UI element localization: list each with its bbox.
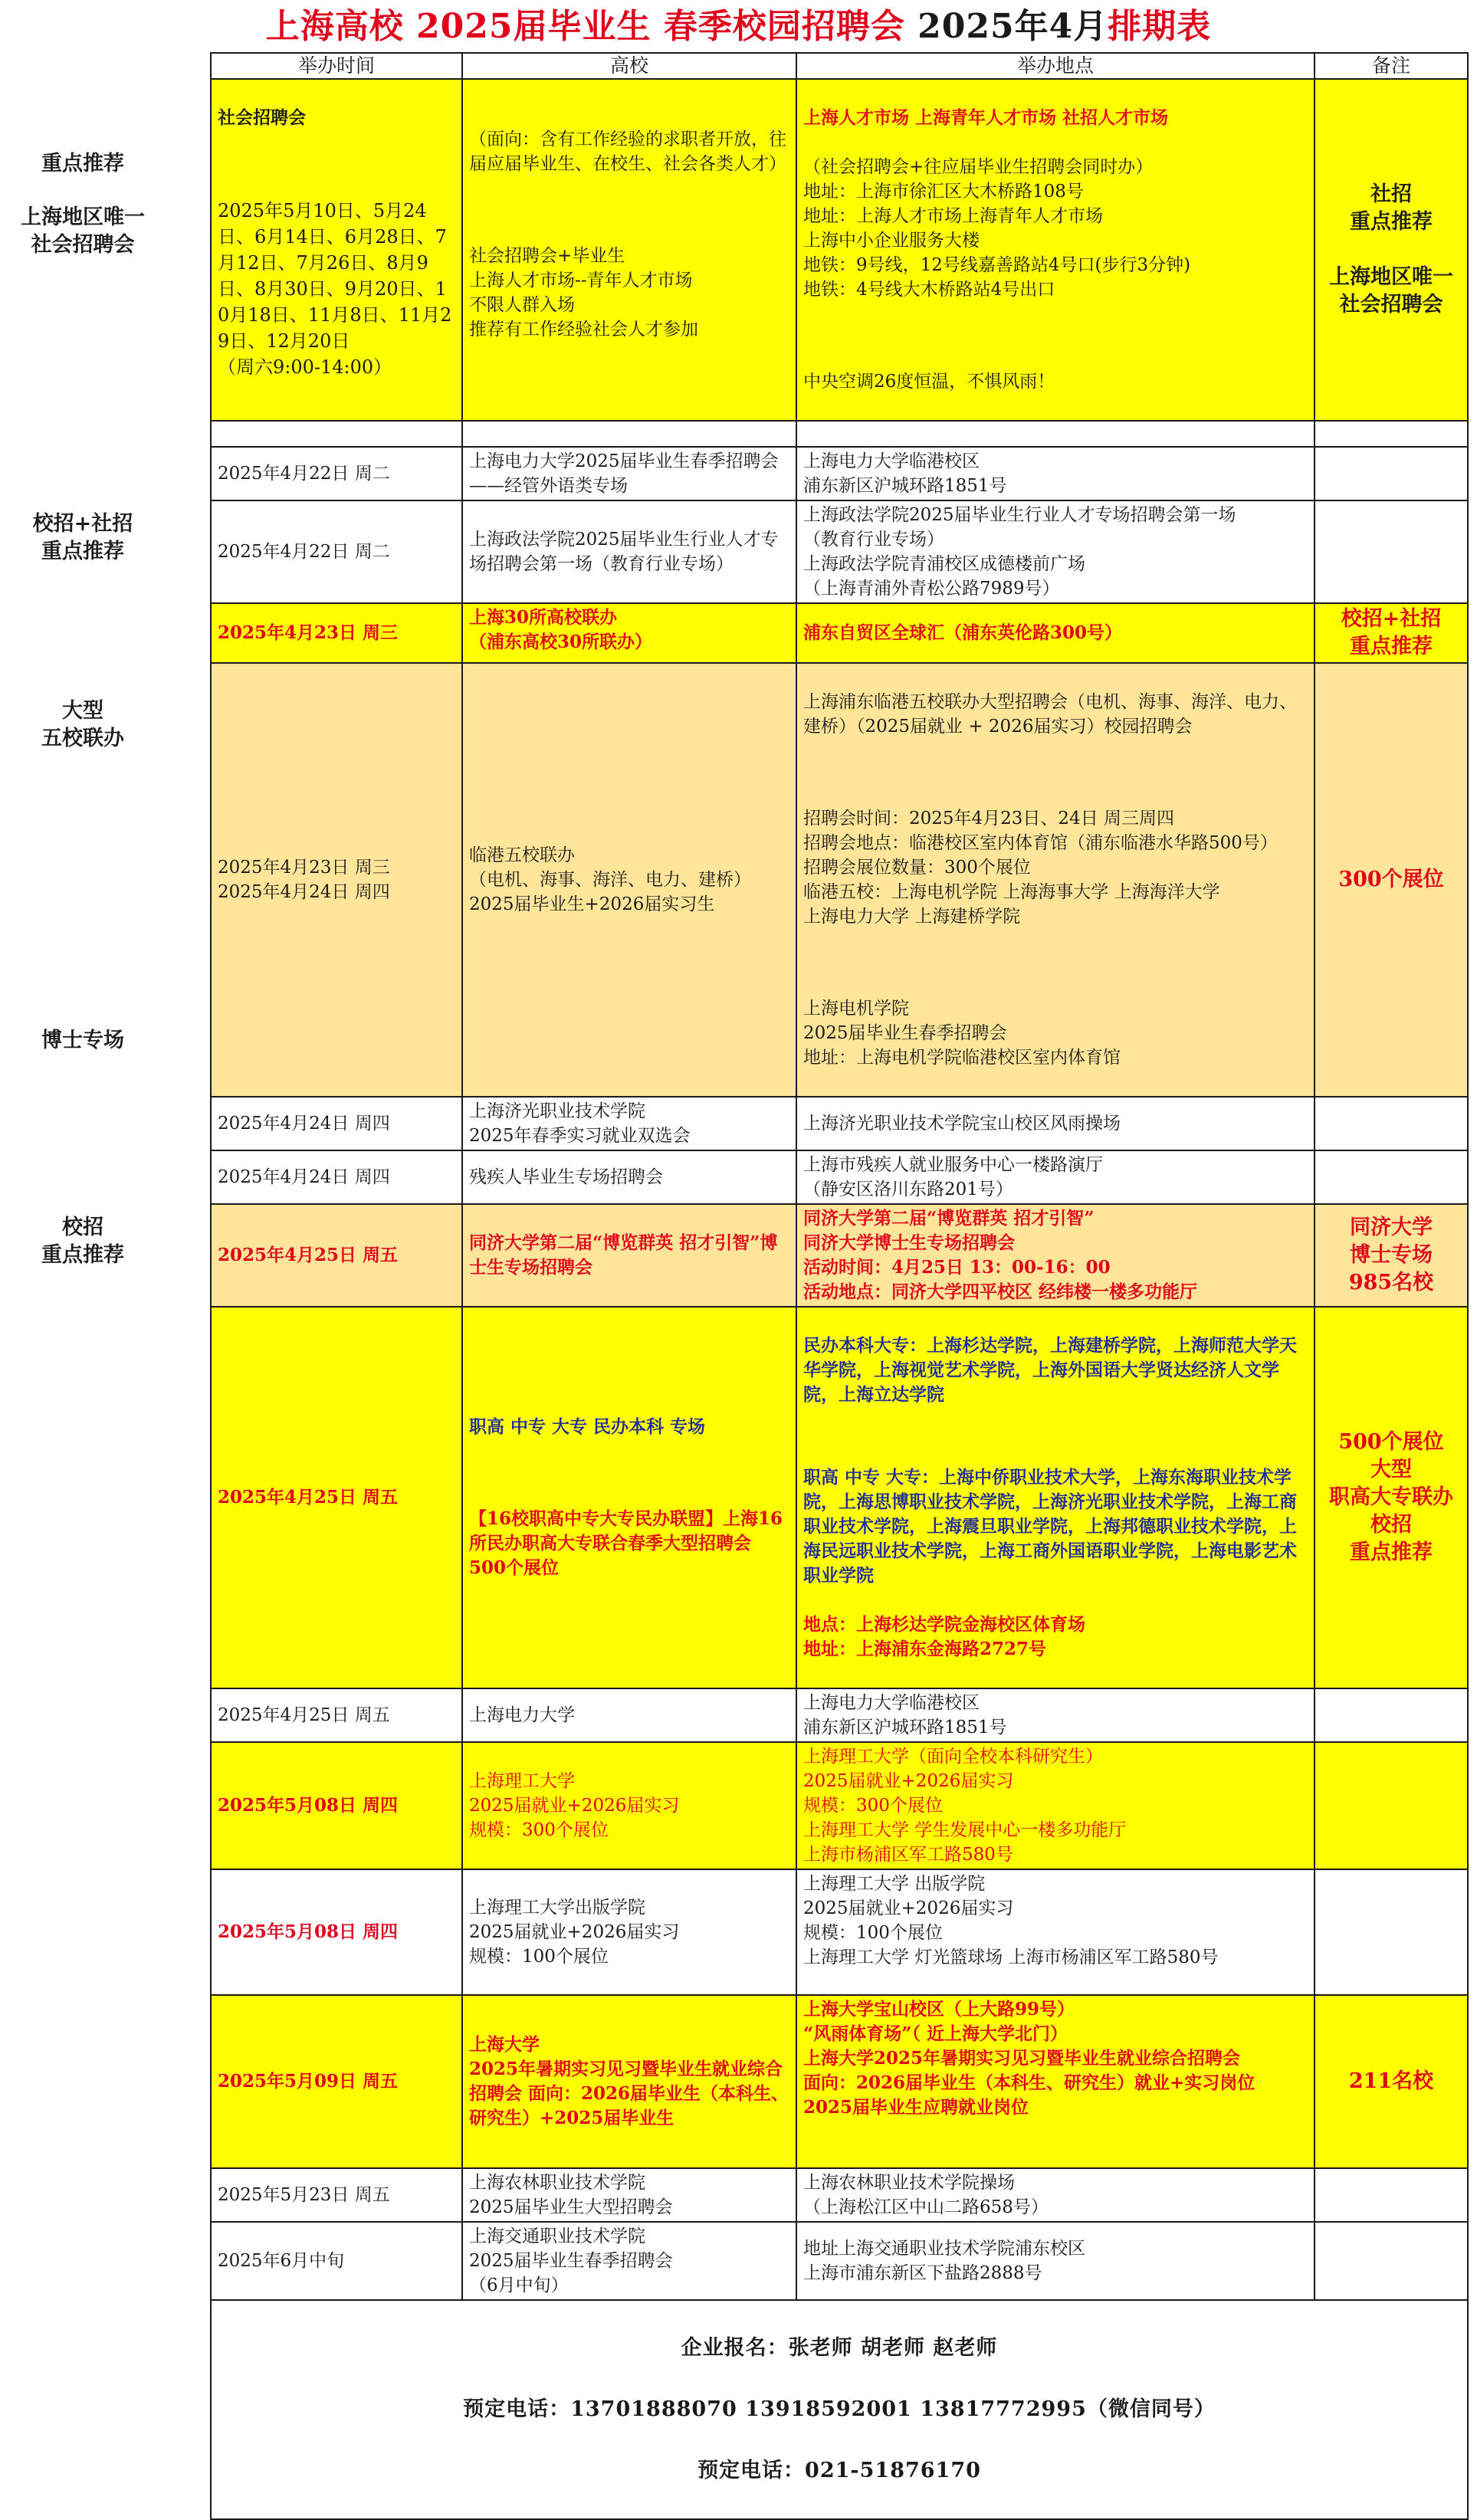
time-cell bbox=[211, 79, 462, 421]
contact-phones: 预定电话：13701888070 13918592001 13817772995（微信同号） bbox=[463, 2397, 1216, 2421]
remark-cell bbox=[1315, 2168, 1468, 2222]
location-cell: 上海电力大学临港校区 浦东新区沪城环路1851号 bbox=[796, 1688, 1315, 1742]
remark-cell: 211名校 bbox=[1315, 1995, 1468, 2168]
contact-block bbox=[211, 2300, 1468, 2519]
school-desc: 社会招聘会+毕业生 上海人才市场--青年人才市场 不限人群入场 推荐有工作经验社会人才参加 bbox=[469, 246, 698, 340]
title-part1: 上海高校 2025届毕业生 春季校园招聘会 bbox=[265, 7, 918, 46]
side-label-campus: 校招 重点推荐 bbox=[41, 1216, 124, 1267]
time-cell: 2025年5月23日 周五 bbox=[211, 2168, 462, 2222]
page-title bbox=[0, 3, 1477, 51]
remark-cell bbox=[1315, 1742, 1468, 1869]
header-time: 举办时间 bbox=[211, 53, 462, 79]
remark-cell: 300个展位 bbox=[1315, 663, 1468, 1097]
title-part3: 排期表 bbox=[1108, 7, 1212, 46]
location-note: 中央空调26度恒温，不惧风雨！ bbox=[803, 372, 1055, 392]
time-cell: 2025年5月08日 周四 bbox=[211, 1742, 462, 1869]
school-cell bbox=[462, 1307, 796, 1688]
title-part2: 2025年4月 bbox=[917, 7, 1108, 46]
school-cell: 上海大学 2025年暑期实习见习暨毕业生就业综合招聘会 面向：2026届毕业生（本科生、研究生）+2025届毕业生 bbox=[462, 1995, 796, 2168]
location-cell: 上海电力大学临港校区 浦东新区沪城环路1851号 bbox=[796, 447, 1315, 500]
table-row bbox=[211, 447, 1468, 500]
time-cell: 2025年4月25日 周五 bbox=[211, 1204, 462, 1307]
time-title: 社会招聘会 bbox=[218, 107, 306, 128]
location-cell: 上海市残疾人就业服务中心一楼路演厅 （静安区洛川东路201号） bbox=[796, 1150, 1315, 1204]
location-cell: 上海理工大学（面向全校本科研究生） 2025届就业+2026届实习 规模：300个展位 上海理工大学 学生发展中心一楼多功能厅 上海市杨浦区军工路580号 bbox=[796, 1742, 1315, 1869]
time-cell: 2025年4月24日 周四 bbox=[211, 1097, 462, 1150]
school-cell: 上海电力大学2025届毕业生春季招聘会——经管外语类专场 bbox=[462, 447, 796, 500]
table-row bbox=[211, 603, 1468, 663]
table-row bbox=[211, 1307, 1468, 1688]
school-title: 职高 中专 大专 民办本科 专场 bbox=[469, 1416, 706, 1437]
location-title: 上海人才市场 上海青年人才市场 社招人才市场 bbox=[803, 107, 1169, 128]
table-row bbox=[211, 663, 1468, 1097]
table-row bbox=[211, 1995, 1468, 2168]
location-cell: 上海农林职业技术学院操场 （上海松江区中山二路658号） bbox=[796, 2168, 1315, 2222]
side-labels bbox=[0, 0, 210, 2102]
location-cell bbox=[796, 79, 1315, 421]
school-cell: 上海农林职业技术学院 2025届毕业生大型招聘会 bbox=[462, 2168, 796, 2222]
school-cell: 残疾人毕业生专场招聘会 bbox=[462, 1150, 796, 1204]
remark-cell bbox=[1315, 500, 1468, 603]
location-address: 地点：上海杉达学院金海校区体育场 地址：上海浦东金海路2727号 bbox=[803, 1614, 1085, 1659]
time-cell: 2025年4月24日 周四 bbox=[211, 1150, 462, 1204]
time-cell: 2025年5月08日 周四 bbox=[211, 1869, 462, 1995]
time-cell: 2025年4月22日 周二 bbox=[211, 500, 462, 603]
remark-cell: 同济大学 博士专场 985名校 bbox=[1315, 1204, 1468, 1307]
location-title: 上海浦东临港五校联办大型招聘会（电机、海事、海洋、电力、建桥）（2025届就业 + 2026届实习）校园招聘会 bbox=[803, 692, 1297, 737]
location-cell: 同济大学第二届“博览群英 招才引智” 同济大学博士生专场招聘会 活动时间：4月25日 13：00-16：00 活动地点：同济大学四平校区 经纬楼一楼多功能厅 bbox=[796, 1204, 1315, 1307]
school-cell: 上海交通职业技术学院 2025届毕业生春季招聘会 （6月中旬） bbox=[462, 2222, 796, 2300]
table-row bbox=[211, 1869, 1468, 1995]
table-row bbox=[211, 1204, 1468, 1307]
time-cell: 2025年4月23日 周三 2025年4月24日 周四 bbox=[211, 663, 462, 1097]
remark-cell bbox=[1315, 447, 1468, 500]
school-cell: 临港五校联办 （电机、海事、海洋、电力、建桥） 2025届毕业生+2026届实习生 bbox=[462, 663, 796, 1097]
time-cell: 2025年6月中旬 bbox=[211, 2222, 462, 2300]
time-dates: 2025年5月10日、5月24日、6月14日、6月28日、7月12日、7月26日、8月9日、8月30日、9月20日、10月18日、11月8日、11月29日、12月20日 （周六9:00-14:00） bbox=[218, 200, 452, 378]
remark-cell: 500个展位 大型 职高大专联办 校招 重点推荐 bbox=[1315, 1307, 1468, 1688]
location-cell: 上海政法学院2025届毕业生行业人才专场招聘会第一场 （教育行业专场） 上海政法学院青浦校区成德楼前广场 （上海青浦外青松公路7989号） bbox=[796, 500, 1315, 603]
location-detail: 招聘会时间：2025年4月23日、24日 周三周四 招聘会地点：临港校区室内体育馆（浦东临港水华路500号） 招聘会展位数量：300个展位 临港五校：上海电机学院 上海海事大学 上海海洋大学 上海电力大学 上海建桥学院 bbox=[803, 809, 1278, 927]
school-cell bbox=[462, 79, 796, 421]
table-row bbox=[211, 79, 1468, 421]
location-cell: 上海济光职业技术学院宝山校区风雨操场 bbox=[796, 1097, 1315, 1150]
table-row bbox=[211, 1688, 1468, 1742]
header-remark: 备注 bbox=[1315, 53, 1468, 79]
location-cell: 上海理工大学 出版学院 2025届就业+2026届实习 规模：100个展位 上海理工大学 灯光篮球场 上海市杨浦区军工路580号 bbox=[796, 1869, 1315, 1995]
table-row bbox=[211, 1097, 1468, 1150]
school-cell: 上海济光职业技术学院 2025年春季实习就业双选会 bbox=[462, 1097, 796, 1150]
location-cell bbox=[796, 1307, 1315, 1688]
school-cell: 上海电力大学 bbox=[462, 1688, 796, 1742]
location-detail: （社会招聘会+往应届毕业生招聘会同时办） 地址：上海市徐汇区大木桥路108号 地址：上海人才市场上海青年人才市场 上海中小企业服务大楼 地铁：9号线，12号线嘉善路站4号口(步行3分钟) 地铁：4号线大木桥路站4号出口 bbox=[803, 157, 1191, 300]
school-desc: 【16校职高中专大专民办联盟】上海16所民办职高大专联合春季大型招聘会 500个展位 bbox=[469, 1508, 783, 1578]
remark-cell bbox=[1315, 1150, 1468, 1204]
remark-cell bbox=[1315, 1688, 1468, 1742]
location-detail: 职高 中专 大专：上海中侨职业技术大学，上海东海职业技术学院，上海思博职业技术学院，上海济光职业技术学院，上海工商职业技术学院，上海震旦职业学院，上海邦德职业技术学院，上海民远职业技术学院，上海工商外国语职业学院，上海电影艺术职业学院 bbox=[803, 1467, 1297, 1586]
table-row bbox=[211, 2222, 1468, 2300]
side-label-five-schools: 大型 五校联办 bbox=[41, 699, 124, 750]
contact-names: 企业报名：张老师 胡老师 赵老师 bbox=[681, 2336, 998, 2360]
time-cell: 2025年4月23日 周三 bbox=[211, 603, 462, 663]
location-cell: 浦东自贸区全球汇（浦东英伦路300号） bbox=[796, 603, 1315, 663]
remark-cell: 社招 重点推荐 上海地区唯一社会招聘会 bbox=[1315, 79, 1468, 421]
remark-cell bbox=[1315, 1097, 1468, 1150]
remark-cell bbox=[1315, 1869, 1468, 1995]
side-label-featured: 重点推荐 bbox=[41, 152, 124, 176]
schedule-table bbox=[210, 52, 1469, 2520]
table-row bbox=[211, 1742, 1468, 1869]
contact-landline: 预定电话：021-51876170 bbox=[697, 2459, 981, 2482]
table-row bbox=[211, 2168, 1468, 2222]
time-cell: 2025年5月09日 周五 bbox=[211, 1995, 462, 2168]
remark-cell: 校招+社招 重点推荐 bbox=[1315, 603, 1468, 663]
school-cell: 上海理工大学 2025届就业+2026届实习 规模：300个展位 bbox=[462, 1742, 796, 1869]
school-cell: 上海理工大学出版学院 2025届就业+2026届实习 规模：100个展位 bbox=[462, 1869, 796, 1995]
time-cell: 2025年4月25日 周五 bbox=[211, 1307, 462, 1688]
spacer-row bbox=[211, 421, 1468, 447]
header-school: 高校 bbox=[462, 53, 796, 79]
time-cell: 2025年4月22日 周二 bbox=[211, 447, 462, 500]
location-cell bbox=[796, 663, 1315, 1097]
remark-cell bbox=[1315, 2222, 1468, 2300]
side-label-social-only: 上海地区唯一 社会招聘会 bbox=[21, 205, 145, 257]
time-cell: 2025年4月25日 周五 bbox=[211, 1688, 462, 1742]
location-extra: 上海电机学院 2025届毕业生春季招聘会 地址：上海电机学院临港校区室内体育馆 bbox=[803, 999, 1121, 1068]
location-cell: 上海大学宝山校区（上大路99号） “风雨体育场”（ 近上海大学北门） 上海大学2025年暑期实习见习暨毕业生就业综合招聘会 面向：2026届毕业生（本科生、研究生）就业+实习岗位 2025届毕业生应聘就业岗位 bbox=[796, 1995, 1315, 2168]
header-location: 举办地点 bbox=[796, 53, 1315, 79]
footer-row bbox=[211, 2300, 1468, 2519]
school-audience: （面向：含有工作经验的求职者开放，往届应届毕业生、在校生、社会各类人才） bbox=[469, 130, 786, 174]
location-title: 民办本科大专：上海杉达学院，上海建桥学院，上海师范大学天华学院，上海视觉艺术学院，上海外国语大学贤达经济人文学院，上海立达学院 bbox=[803, 1335, 1297, 1405]
side-label-phd: 博士专场 bbox=[41, 1029, 124, 1052]
school-cell: 上海30所高校联办 （浦东高校30所联办） bbox=[462, 603, 796, 663]
table-row bbox=[211, 500, 1468, 603]
school-cell: 同济大学第二届“博览群英 招才引智”博士生专场招聘会 bbox=[462, 1204, 796, 1307]
school-cell: 上海政法学院2025届毕业生行业人才专场招聘会第一场（教育行业专场） bbox=[462, 500, 796, 603]
location-cell: 地址上海交通职业技术学院浦东校区 上海市浦东新区下盐路2888号 bbox=[796, 2222, 1315, 2300]
table-row bbox=[211, 1150, 1468, 1204]
header-row bbox=[211, 53, 1468, 79]
side-label-campus-social: 校招+社招 重点推荐 bbox=[32, 512, 133, 563]
